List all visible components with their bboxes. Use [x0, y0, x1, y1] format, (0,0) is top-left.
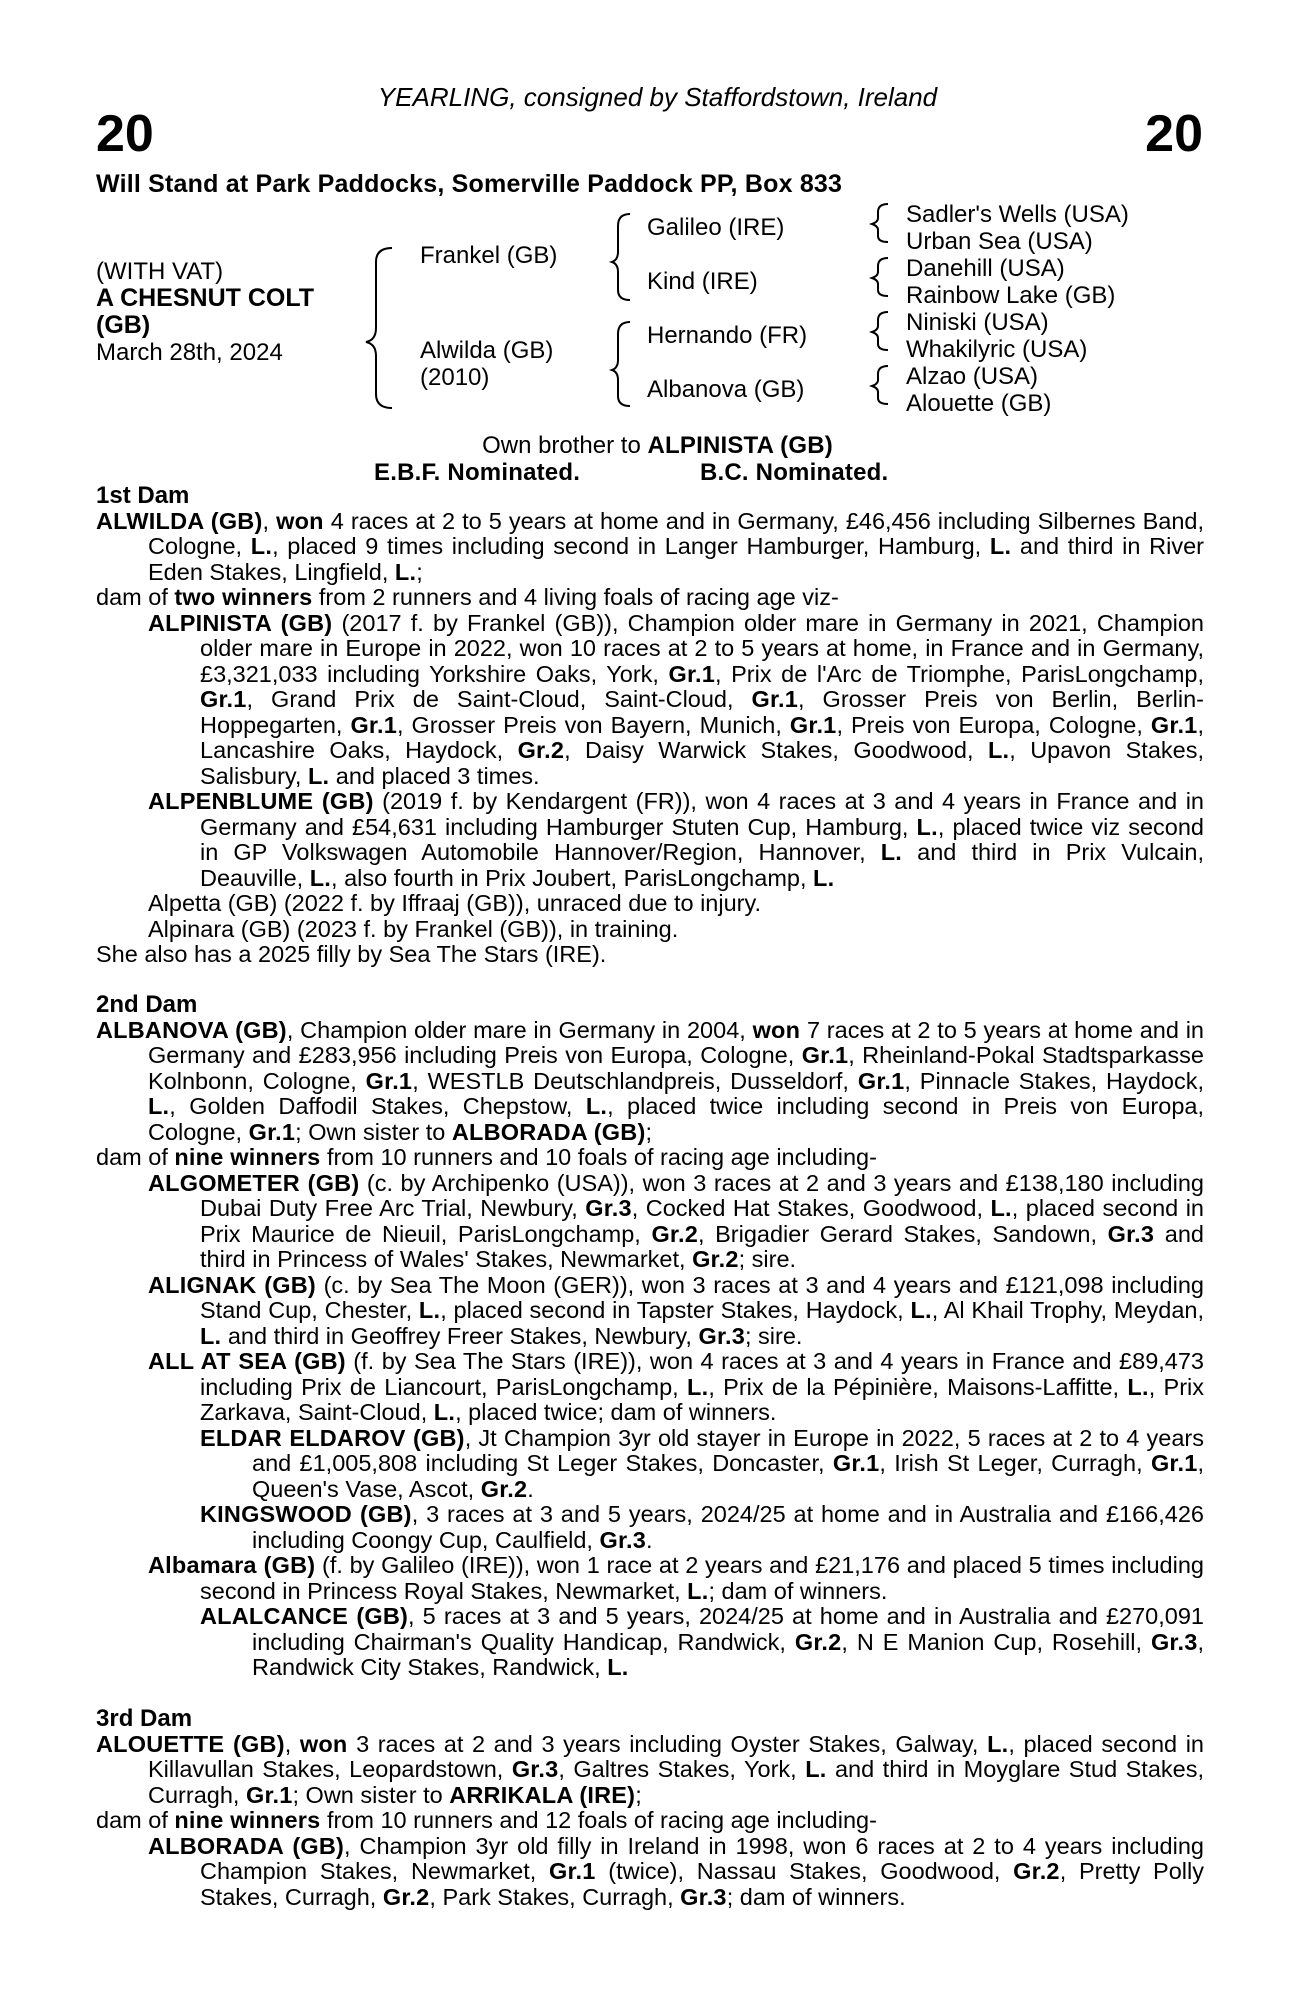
pedigree-dam-sire: Hernando (FR) [647, 322, 808, 349]
produce-alpenblume: ALPENBLUME (GB) (2019 f. by Kendargent (FR)), won 4 races at 3 and 4 years in France and in Germany and £54,631 including Hamburger Stuten Cup, Hamburg, L., placed twice viz second in GP Volkswagen Automobile Hannover/Region, Hannover, L. and third in Prix Vulcain, Deauville, L., also fourth in Prix Joubert, ParisLongchamp, L. [148, 788, 1205, 891]
page-heading: YEARLING, consigned by Staffordstown, Ireland [377, 82, 938, 112]
produce-kingswood: KINGSWOOD (GB), 3 races at 3 and 5 years, 2024/25 at home and in Australia and £166,426 including Coongy Cup, Caulfield, Gr.3. [200, 1501, 1204, 1553]
pedigree-g2: Urban Sea (USA) [906, 228, 1093, 255]
produce-algometer: ALGOMETER (GB) (c. by Archipenko (USA)), won 3 races at 2 and 3 years and £138,180 including Dubai Duty Free Arc Trial, Newbury, Gr.3, Cocked Hat Stakes, Goodwood, L., placed second in Prix Maurice de Nieuil, ParisLongchamp, Gr.2, Brigadier Gerard Stakes, Sandown, Gr.3 and third in Princess of Wales' Stakes, Newmarket, Gr.2; sire. [148, 1169, 1204, 1272]
lot-number-right: 20 [1145, 105, 1203, 163]
third-dam-produce-summary: dam of nine winners from 10 runners and 12 foals of racing age including- [96, 1807, 877, 1833]
pedigree-g3: Danehill (USA) [906, 255, 1065, 282]
horse-name: A CHESNUT COLT [96, 284, 315, 312]
pedigree-g5: Niniski (USA) [906, 309, 1049, 336]
first-dam-section [96, 483, 1204, 968]
pedigree-dam: Alwilda (GB) [420, 337, 554, 364]
second-dam-heading: 2nd Dam [96, 991, 198, 1018]
pedigree-g1: Sadler's Wells (USA) [906, 201, 1129, 228]
produce-alpetta: Alpetta (GB) (2022 f. by Iffraaj (GB)), unraced due to injury. [148, 890, 762, 916]
pedigree-g4: Rainbow Lake (GB) [906, 282, 1116, 309]
second-dam-section [96, 992, 1204, 1681]
pedigree-sire: Frankel (GB) [420, 242, 558, 269]
first-dam-also: She also has a 2025 filly by Sea The Stars (IRE). [96, 941, 607, 967]
second-dam-produce-summary: dam of nine winners from 10 runners and 10 foals of racing age including- [96, 1144, 877, 1170]
pedigree-dam-dam: Albanova (GB) [647, 376, 805, 403]
second-dam-record: ALBANOVA (GB), Champion older mare in Germany in 2004, won 7 races at 2 to 5 years at home and in Germany and £283,956 including Preis von Europa, Cologne, Gr.1, Rheinland-Pokal Stadtsparkasse Kolnbonn, Cologne, Gr.1, WESTLB Deutschlandpreis, Dusseldorf, Gr.1, Pinnacle Stakes, Haydock, L., Golden Daffodil Stakes, Chepstow, L., placed twice including second in Preis von Europa, Cologne, Gr.1; Own sister to ALBORADA (GB); [96, 1016, 1205, 1145]
third-dam-section [96, 1706, 1204, 1910]
produce-alignak: ALIGNAK (GB) (c. by Sea The Moon (GER)), won 3 races at 3 and 4 years and £121,098 including Stand Cup, Chester, L., placed second in Tapster Stakes, Haydock, L., Al Khail Trophy, Meydan, L. and third in Geoffrey Freer Stakes, Newbury, Gr.3; sire. [148, 1271, 1204, 1349]
foaling-date: March 28th, 2024 [96, 339, 283, 366]
produce-alalcance: ALALCANCE (GB), 5 races at 3 and 5 years, 2024/25 at home and in Australia and £270,091 including Chairman's Quality Handicap, Randwick, Gr.2, N E Manion Cup, Rosehill, Gr.3, Randwick City Stakes, Randwick, L. [200, 1603, 1205, 1680]
ebf-nomination: E.B.F. Nominated. [374, 459, 581, 486]
third-dam-record: ALOUETTE (GB), won 3 races at 2 and 3 years including Oyster Stakes, Galway, L., placed second in Killavullan Stakes, Leopardstown, Gr.3, Galtres Stakes, York, L. and third in Moyglare Stud Stakes, Curragh, Gr.1; Own sister to ARRIKALA (IRE); [96, 1730, 1204, 1808]
produce-alpinara: Alpinara (GB) (2023 f. by Frankel (GB)), in training. [148, 915, 679, 942]
horse-origin: (GB) [96, 311, 151, 339]
produce-alpinista: ALPINISTA (GB) (2017 f. by Frankel (GB)), Champion older mare in Germany in 2021, Champion older mare in Europe in 2022, won 10 races at 2 to 5 years at home, in France and in Germany, £3,321,033 including Yorkshire Oaks, York, Gr.1, Prix de l'Arc de Triomphe, ParisLongchamp, Gr.1, Grand Prix de Saint-Cloud, Saint-Cloud, Gr.1, Grosser Preis von Berlin, Berlin-Hoppegarten, Gr.1, Grosser Preis von Bayern, Munich, Gr.1, Preis von Europa, Cologne, Gr.1, Lancashire Oaks, Haydock, Gr.2, Daisy Warwick Stakes, Goodwood, L., Upavon Stakes, Salisbury, L. and placed 3 times. [148, 609, 1204, 789]
first-dam-produce-summary: dam of two winners from 2 runners and 4 living foals of racing age viz- [96, 584, 839, 610]
pedigree-dam-year: (2010) [420, 364, 490, 391]
produce-all-at-sea: ALL AT SEA (GB) (f. by Sea The Stars (IRE)), won 4 races at 3 and 4 years in France and £89,473 including Prix de Liancourt, ParisLongchamp, L., Prix de la Pépinière, Maisons-Laffitte, L., Prix Zarkava, Saint-Cloud, L., placed twice; dam of winners. [148, 1348, 1205, 1425]
bc-nomination: B.C. Nominated. [700, 459, 889, 486]
pedigree-sire-sire: Galileo (IRE) [647, 214, 785, 241]
vat-label: (WITH VAT) [96, 258, 224, 285]
pedigree-g6: Whakilyric (USA) [906, 336, 1088, 363]
produce-alborada: ALBORADA (GB), Champion 3yr old filly in Ireland in 1998, won 6 races at 2 to 4 years including Champion Stakes, Newmarket, Gr.1 (twice), Nassau Stakes, Goodwood, Gr.2, Pretty Polly Stakes, Curragh, Gr.2, Park Stakes, Curragh, Gr.3; dam of winners. [148, 1832, 1204, 1910]
third-dam-heading: 3rd Dam [96, 1705, 193, 1732]
lot-number-left: 20 [96, 105, 154, 163]
produce-albamara: Albamara (GB) (f. by Galileo (IRE)), won 1 race at 2 years and £21,176 and placed 5 times including second in Princess Royal Stakes, Newmarket, L.; dam of winners. [148, 1552, 1204, 1604]
first-dam-heading: 1st Dam [96, 482, 190, 509]
pedigree-g7: Alzao (USA) [906, 363, 1039, 390]
produce-eldar-eldarov: ELDAR ELDAROV (GB), Jt Champion 3yr old stayer in Europe in 2022, 5 races at 2 to 4 years and £1,005,808 including St Leger Stakes, Doncaster, Gr.1, Irish St Leger, Curragh, Gr.1, Queen's Vase, Ascot, Gr.2. [200, 1424, 1204, 1502]
pedigree-g8: Alouette (GB) [906, 390, 1052, 417]
stand-location: Will Stand at Park Paddocks, Somerville Paddock PP, Box 833 [96, 170, 843, 198]
first-dam-record: ALWILDA (GB), won 4 races at 2 to 5 years at home and in Germany, £46,456 including Silbernes Band, Cologne, L., placed 9 times including second in Langer Hamburger, Hamburg, L. and third in River Eden Stakes, Lingfield, L.; [96, 507, 1205, 585]
pedigree-sire-dam: Kind (IRE) [647, 268, 758, 295]
own-brother-note: Own brother to ALPINISTA (GB) [482, 432, 833, 459]
own-brother-name: ALPINISTA (GB) [647, 432, 833, 459]
